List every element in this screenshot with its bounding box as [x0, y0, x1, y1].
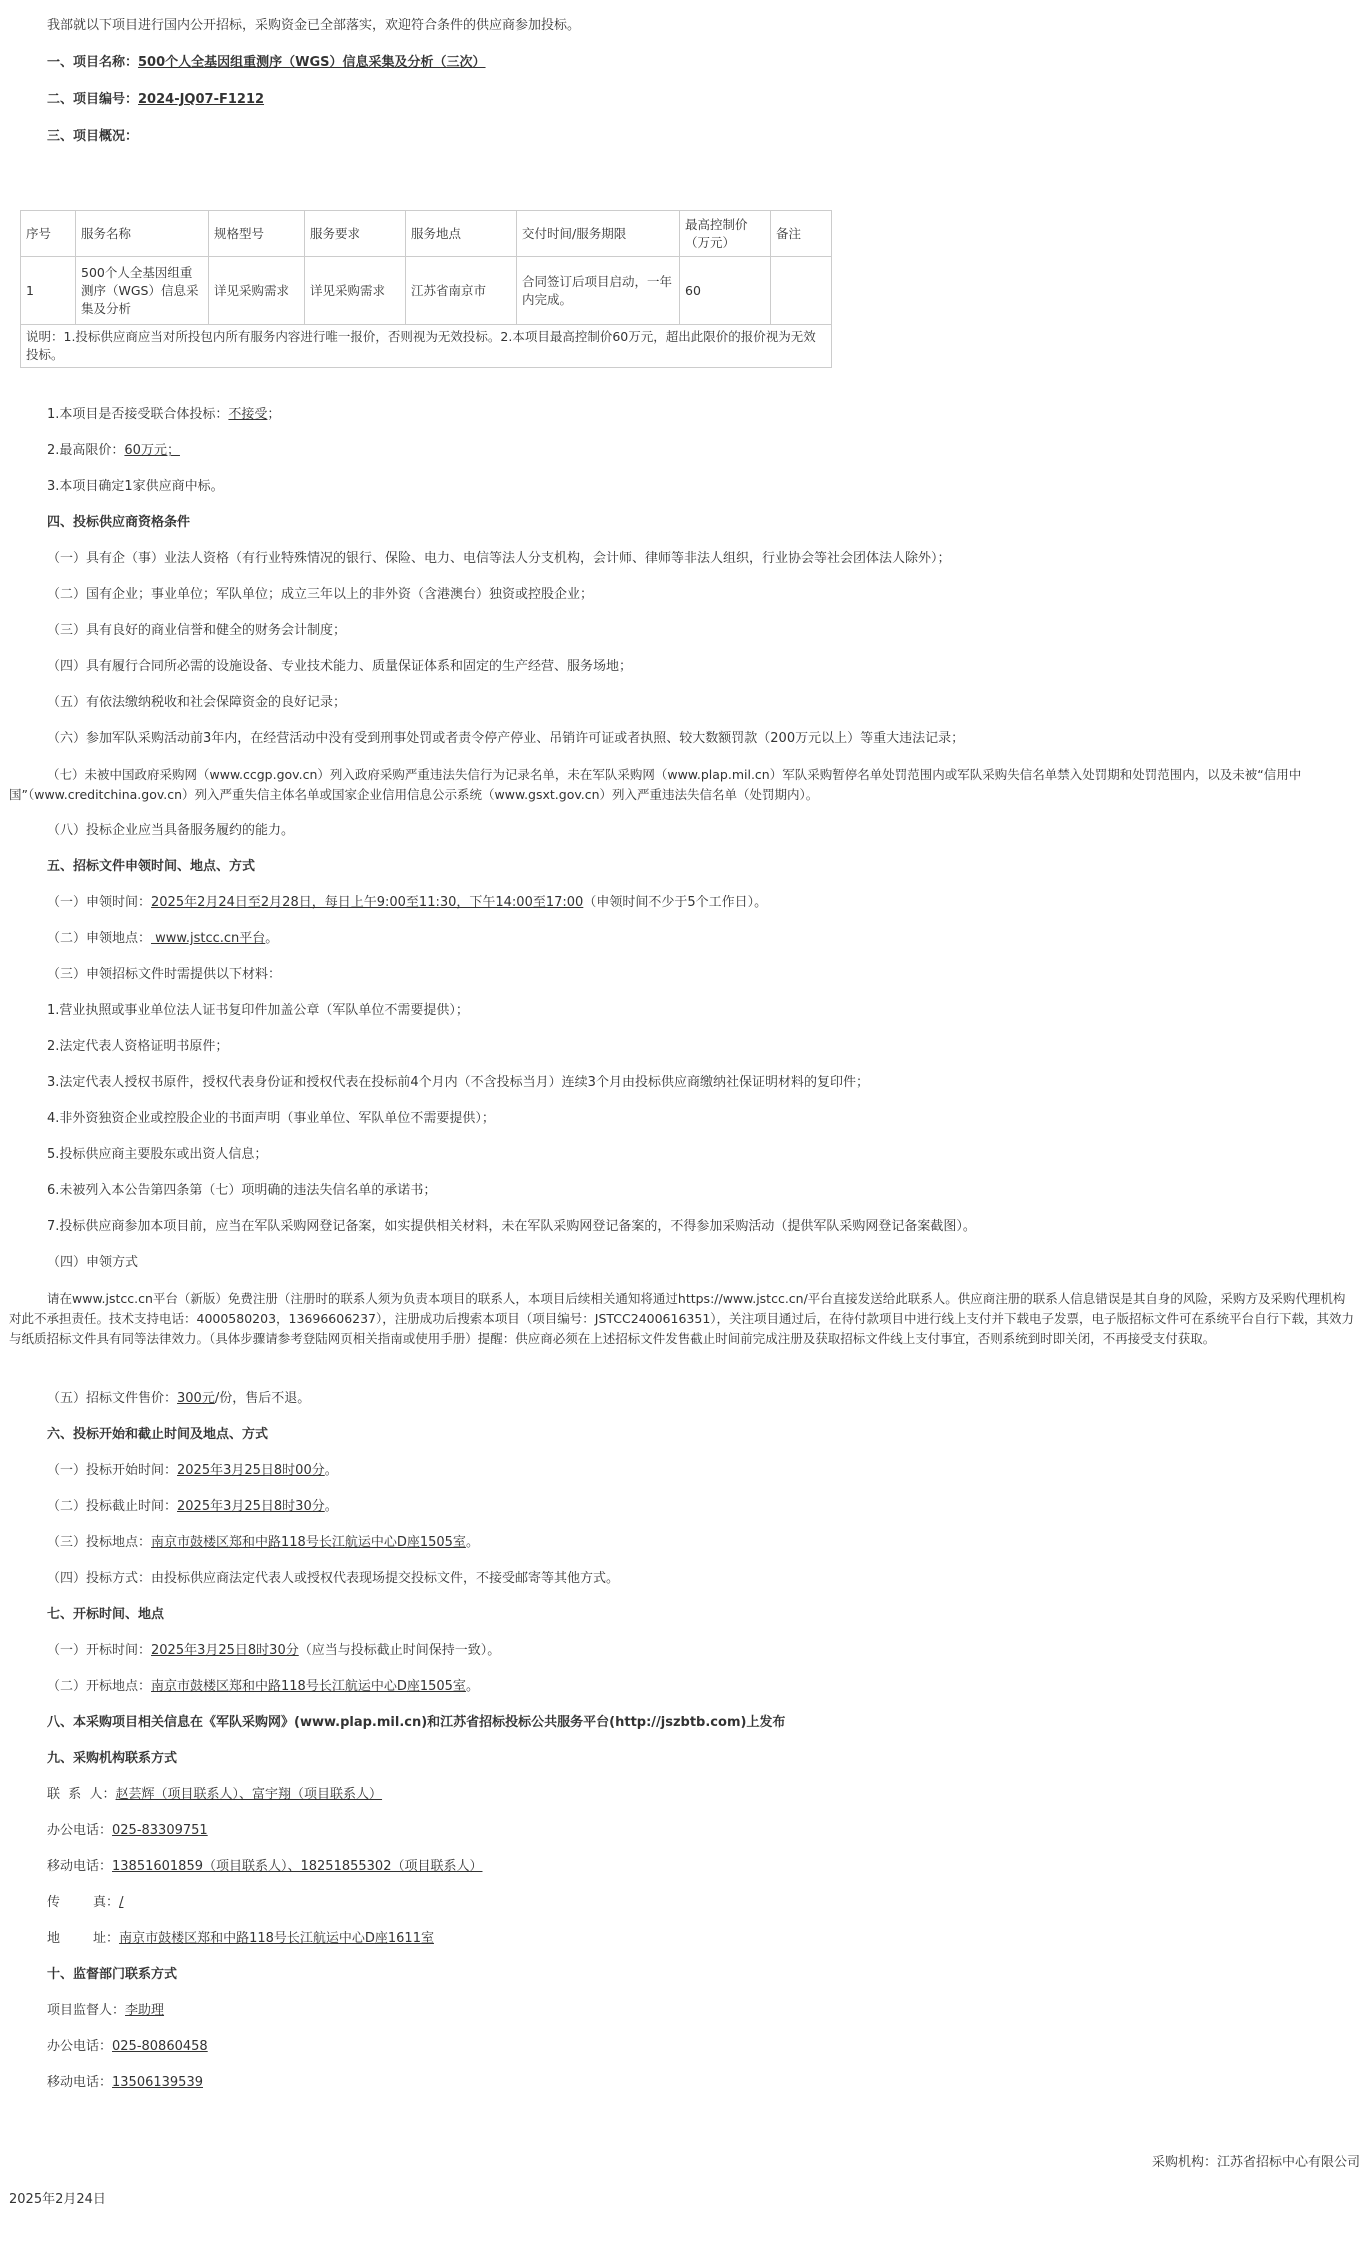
table-header-cell: 序号 [21, 211, 76, 257]
consortium-label: 1.本项目是否接受联合体投标： [47, 407, 229, 422]
table-note-row [21, 325, 832, 368]
table-cell: 详见采购需求 [305, 257, 406, 325]
supervisor-office-value: 025-80860458 [112, 2039, 208, 2054]
project-name-line [47, 53, 1356, 73]
doc-price-line [47, 1389, 1356, 1409]
bid-start-line [47, 1461, 1356, 1481]
contact-value: 赵芸辉（项目联系人）、富宇翔（项目联系人） [115, 1787, 383, 1802]
office-phone-value: 025-83309751 [112, 1823, 208, 1838]
apply-place-suffix: 。 [265, 931, 279, 946]
material-6: 6.未被列入本公告第四条第（七）项明确的违法失信名单的承诺书； [47, 1183, 437, 1198]
bid-way-line: （四）投标方式：由投标供应商法定代表人或授权代表现场提交投标文件，不接受邮寄等其他方式。 [47, 1571, 620, 1586]
bid-end-value: 2025年3月25日8时30分 [177, 1499, 325, 1514]
material-3: 3.法定代表人授权书原件，授权代表身份证和授权代表在投标前4个月内（不含投标当月）连续3个月由投标供应商缴纳社保证明材料的复印件； [47, 1075, 869, 1090]
max-price-line [47, 441, 1356, 461]
opening-place-value: 南京市鼓楼区郑和中路118号长江航运中心D座1505室 [151, 1679, 466, 1694]
qualification-5: （五）有依法缴纳税收和社会保障资金的良好记录； [47, 695, 347, 710]
section5-title: 五、招标文件申领时间、地点、方式 [47, 859, 256, 874]
office-phone-label: 办公电话： [47, 1823, 113, 1838]
supervisor-value: 李助理 [125, 2003, 165, 2018]
fax-label: 传 真： [47, 1895, 120, 1910]
apply-method-title: （四）申领方式 [47, 1255, 139, 1270]
consortium-value: 不接受 [228, 407, 268, 422]
project-number-value: 2024-JQ07-F1212 [138, 92, 265, 107]
address-label: 地 址： [47, 1931, 120, 1946]
table-cell: 详见采购需求 [209, 257, 305, 325]
project-name-value: 500个人全基因组重测序（WGS）信息采集及分析（三次） [138, 55, 486, 70]
max-price-label: 2.最高限价： [47, 443, 125, 458]
section6-title: 六、投标开始和截止时间及地点、方式 [47, 1427, 269, 1442]
doc-price-suffix: /份，售后不退。 [214, 1391, 311, 1406]
table-cell: 1 [21, 257, 76, 325]
opening-time-line [47, 1641, 1356, 1661]
fax-line [47, 1893, 1356, 1913]
address-line [47, 1929, 1356, 1949]
qualification-7: （七）未被中国政府采购网（www.ccgp.gov.cn）列入政府采购严重违法失信行为记录名单，未在军队采购网（www.plap.mil.cn）军队采购暂停名单处罚范围内或军队采购失信名单禁入处罚期和处罚范围内，以及未被“信用中国”（www.creditchina.gov.cn）列入严重失信主体名单或国家企业信用信息公示系统（www.gsxt.gov.cn）列入严重违法失信名单（处罚期内）。 [9, 767, 1302, 802]
material-7: 7.投标供应商参加本项目前，应当在军队采购网登记备案，如实提供相关材料，未在军队采购网登记备案的，不得参加采购活动（提供军队采购网登记备案截图）。 [47, 1219, 976, 1234]
bid-start-suffix: 。 [324, 1463, 338, 1478]
bid-place-label: （三）投标地点： [47, 1535, 152, 1550]
section7-title: 七、开标时间、地点 [47, 1607, 165, 1622]
bid-place-line [47, 1533, 1356, 1553]
table-header-cell: 规格型号 [209, 211, 305, 257]
winner-line: 3.本项目确定1家供应商中标。 [47, 479, 224, 494]
address-value: 南京市鼓楼区郑和中路118号长江航运中心D座1611室 [119, 1931, 434, 1946]
announcement-date: 2025年2月24日 [9, 2192, 106, 2207]
apply-time-line [47, 893, 1356, 913]
table-header-cell: 服务名称 [76, 211, 209, 257]
table-header-cell: 服务要求 [305, 211, 406, 257]
consortium-line [47, 405, 1356, 425]
supervisor-label: 项目监督人： [47, 2003, 126, 2018]
opening-place-label: （二）开标地点： [47, 1679, 152, 1694]
material-2: 2.法定代表人资格证明书原件； [47, 1039, 229, 1054]
section4-title: 四、投标供应商资格条件 [47, 515, 191, 530]
bid-place-suffix: 。 [465, 1535, 479, 1550]
opening-place-suffix: 。 [465, 1679, 479, 1694]
apply-place-label: （二）申领地点： [47, 931, 152, 946]
qualification-6: （六）参加军队采购活动前3年内，在经营活动中没有受到刑事处罚或者责令停产停业、吊销许可证或者执照、较大数额罚款（200万元以上）等重大违法记录； [47, 731, 965, 746]
bid-start-value: 2025年3月25日8时00分 [177, 1463, 325, 1478]
apply-method-text: 请在www.jstcc.cn平台（新版）免费注册（注册时的联系人须为负责本项目的联系人，本项目后续相关通知将通过https://www.jstcc.cn/平台直接发送给此联系人。供应商注册的联系人信息错误是其自身的风险，采购方及采购代理机构对此不承担责任。技术支持电话：4000580203，13696606237），注册成功后搜索本项目（项目编号：JSTCC2400616351），关注项目通过后，在待付款项目中进行线上支付并下载电子发票，电子版招标文件可在系统平台自行下载，其效力与纸质招标文件具有同等法律效力。（具体步骤请参考登陆网页相关指南或使用手册）提醒：供应商必须在上述招标文件发售截止时间前完成注册及获取招标文件线上支付事宜，否则系统到时即关闭，不再接受支付获取。 [9, 1291, 1355, 1346]
section10-title: 十、监督部门联系方式 [47, 1967, 178, 1982]
qualification-3: （三）具有良好的商业信誉和健全的财务会计制度； [47, 623, 347, 638]
bid-end-label: （二）投标截止时间： [47, 1499, 178, 1514]
table-cell [771, 257, 832, 325]
material-4: 4.非外资独资企业或控股企业的书面声明（事业单位、军队单位不需要提供）； [47, 1111, 495, 1126]
section9-title: 九、采购机构联系方式 [47, 1751, 178, 1766]
mobile-phone-label: 移动电话： [47, 1859, 113, 1874]
table-cell: 500个人全基因组重测序（WGS）信息采集及分析 [76, 257, 209, 325]
office-phone-line [47, 1821, 1356, 1841]
project-number-label: 二、项目编号： [47, 92, 139, 107]
project-overview-label: 三、项目概况： [47, 129, 139, 144]
qualification-8: （八）投标企业应当具备服务履约的能力。 [47, 823, 295, 838]
apply-time-label: （一）申领时间： [47, 895, 152, 910]
apply-place-link[interactable]: www.jstcc.cn平台 [151, 931, 266, 946]
table-header-cell: 最高控制价（万元） [680, 211, 771, 257]
material-1: 1.营业执照或事业单位法人证书复印件加盖公章（军队单位不需要提供）； [47, 1003, 469, 1018]
table-cell: 江苏省南京市 [406, 257, 517, 325]
table-note: 说明：1.投标供应商应当对所投包内所有服务内容进行唯一报价，否则视为无效投标。2.本项目最高控制价60万元，超出此限价的报价视为无效投标。 [21, 325, 832, 368]
bid-end-line [47, 1497, 1356, 1517]
intro-text: 我部就以下项目进行国内公开招标，采购资金已全部落实，欢迎符合条件的供应商参加投标。 [47, 18, 581, 33]
table-header-cell: 服务地点 [406, 211, 517, 257]
qualification-1: （一）具有企（事）业法人资格（有行业特殊情况的银行、保险、电力、电信等法人分支机构，会计师、律师等非法人组织，行业协会等社会团体法人除外）； [47, 551, 951, 566]
supervisor-office-label: 办公电话： [47, 2039, 113, 2054]
apply-time-value: 2025年2月24日至2月28日，每日上午9:00至11:30，下午14:00至17:00 [151, 895, 584, 910]
doc-price-value: 300元 [177, 1391, 215, 1406]
materials-title: （三）申领招标文件时需提供以下材料： [47, 967, 282, 982]
table-cell: 合同签订后项目启动，一年内完成。 [517, 257, 680, 325]
table-cell: 60 [680, 257, 771, 325]
qualification-4: （四）具有履行合同所必需的设施设备、专业技术能力、质量保证体系和固定的生产经营、服务场地； [47, 659, 633, 674]
supervisor-line [47, 2001, 1356, 2021]
section8-title: 八、本采购项目相关信息在《军队采购网》(www.plap.mil.cn)和江苏省招标投标公共服务平台(http://jszbtb.com)上发布 [47, 1715, 786, 1730]
apply-place-line [47, 929, 1356, 949]
apply-time-suffix: （申领时间不少于5个工作日）。 [583, 895, 768, 910]
fax-value: / [119, 1895, 124, 1910]
opening-time-label: （一）开标时间： [47, 1643, 152, 1658]
project-name-label: 一、项目名称： [47, 55, 139, 70]
qualification-2: （二）国有企业；事业单位；军队单位；成立三年以上的非外资（含港澳台）独资或控股企业； [47, 587, 594, 602]
supervisor-mobile-value: 13506139539 [112, 2075, 203, 2090]
supervisor-mobile-line [47, 2073, 1356, 2093]
doc-price-label: （五）招标文件售价： [47, 1391, 178, 1406]
mobile-phone-line [47, 1857, 1356, 1877]
mobile-phone-value: 13851601859（项目联系人）、18251855302（项目联系人） [112, 1859, 483, 1874]
contact-label: 联 系 人： [47, 1787, 116, 1802]
supervisor-office-line [47, 2037, 1356, 2057]
bid-start-label: （一）投标开始时间： [47, 1463, 178, 1478]
consortium-suffix: ； [267, 407, 281, 422]
project-table [20, 210, 832, 368]
contact-line [47, 1785, 1356, 1805]
supervisor-mobile-label: 移动电话： [47, 2075, 113, 2090]
max-price-value: 60万元； [124, 443, 180, 458]
bid-end-suffix: 。 [324, 1499, 338, 1514]
table-row [21, 257, 832, 325]
opening-place-line [47, 1677, 1356, 1697]
table-header-row [21, 211, 832, 257]
project-number-line [47, 90, 1356, 110]
opening-time-value: 2025年3月25日8时30分 [151, 1643, 299, 1658]
table-header-cell: 备注 [771, 211, 832, 257]
bid-place-value: 南京市鼓楼区郑和中路118号长江航运中心D座1505室 [151, 1535, 466, 1550]
procurement-org: 采购机构：江苏省招标中心有限公司 [1151, 2155, 1360, 2170]
table-header-cell: 交付时间/服务期限 [517, 211, 680, 257]
opening-time-suffix: （应当与投标截止时间保持一致）。 [298, 1643, 501, 1658]
material-5: 5.投标供应商主要股东或出资人信息； [47, 1147, 268, 1162]
